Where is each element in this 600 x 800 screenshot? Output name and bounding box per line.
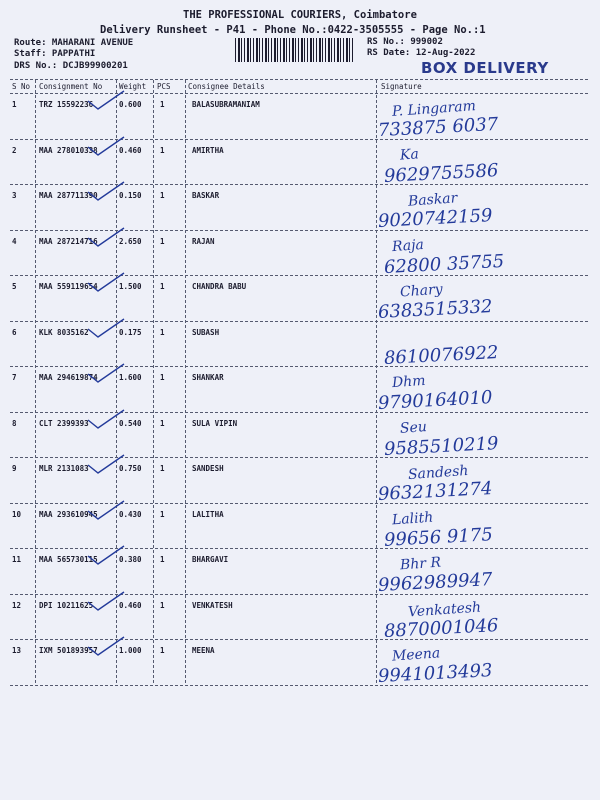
delivery-tick-icon bbox=[86, 271, 126, 293]
row-consignee: BALASUBRAMANIAM bbox=[192, 100, 260, 109]
row-sno: 4 bbox=[12, 236, 17, 246]
handwritten-phone: 9629755586 bbox=[383, 159, 500, 187]
box-delivery-stamp: BOX DELIVERY bbox=[421, 59, 549, 77]
col-header-consignee: Consignee Details bbox=[188, 82, 265, 91]
handwritten-signature: Raja bbox=[391, 236, 425, 255]
delivery-tick-icon bbox=[86, 544, 126, 566]
row-sno: 12 bbox=[12, 600, 22, 610]
row-separator bbox=[10, 685, 588, 686]
row-consignment: MAA 565730115 bbox=[39, 555, 98, 564]
row-consignee: BASKAR bbox=[192, 191, 220, 200]
handwritten-signature: Venkatesh bbox=[407, 598, 482, 621]
row-weight: 2.650 bbox=[119, 236, 142, 246]
row-consignment: MAA 287214716 bbox=[39, 236, 98, 246]
row-consignment: MAA 559119654 bbox=[39, 282, 98, 291]
row-consignee: AMIRTHA bbox=[192, 145, 224, 155]
runsheet-title: Delivery Runsheet - P41 - Phone No.:0422-3505555 - Page No.:1 bbox=[100, 24, 486, 36]
row-sno: 3 bbox=[12, 191, 17, 200]
row-consignee: SULA VIPIN bbox=[192, 418, 238, 428]
row-weight: 1.500 bbox=[119, 282, 142, 291]
delivery-tick-icon bbox=[86, 362, 126, 384]
row-sno: 11 bbox=[12, 555, 22, 564]
delivery-tick-icon bbox=[86, 499, 126, 521]
row-pcs: 1 bbox=[160, 100, 165, 109]
row-consignee: RAJAN bbox=[192, 236, 215, 246]
row-pcs: 1 bbox=[160, 555, 165, 564]
handwritten-phone: 99656 9175 bbox=[383, 523, 494, 551]
company-title: THE PROFESSIONAL COURIERS, Coimbatore bbox=[183, 9, 417, 21]
row-consignment: MAA 278010338 bbox=[39, 145, 98, 155]
row-pcs: 1 bbox=[160, 145, 165, 155]
handwritten-signature: Lalith bbox=[391, 509, 434, 528]
row-weight: 0.430 bbox=[119, 509, 142, 519]
row-consignment: TRZ 15592236 bbox=[39, 100, 94, 109]
handwritten-signature: Dhm bbox=[391, 372, 427, 392]
row-consignment: CLT 2399393 bbox=[39, 418, 89, 428]
row-pcs: 1 bbox=[160, 464, 165, 473]
delivery-tick-icon bbox=[86, 635, 126, 657]
row-weight: 0.600 bbox=[119, 100, 142, 109]
row-consignment: MAA 287711390 bbox=[39, 191, 98, 200]
row-consignee: LALITHA bbox=[192, 509, 224, 519]
barcode bbox=[235, 38, 355, 62]
row-pcs: 1 bbox=[160, 191, 165, 200]
delivery-tick-icon bbox=[86, 408, 126, 430]
delivery-tick-icon bbox=[86, 453, 126, 475]
row-consignee: SANDESH bbox=[192, 464, 224, 473]
handwritten-phone: 9632131274 bbox=[377, 478, 494, 505]
row-consignee: CHANDRA BABU bbox=[192, 282, 247, 291]
table-top-rule bbox=[10, 79, 588, 80]
delivery-tick-icon bbox=[86, 135, 126, 157]
row-consignment: MAA 294619874 bbox=[39, 373, 98, 382]
handwritten-signature: Baskar bbox=[407, 190, 458, 210]
row-pcs: 1 bbox=[160, 373, 165, 382]
row-pcs: 1 bbox=[160, 600, 165, 610]
row-sno: 9 bbox=[12, 464, 17, 473]
col-header-consignment: Consignment No bbox=[39, 82, 103, 91]
drs-label: DRS No.: DCJB99900201 bbox=[14, 61, 128, 71]
row-sno: 10 bbox=[12, 509, 22, 519]
row-sno: 8 bbox=[12, 418, 17, 428]
row-sno: 5 bbox=[12, 282, 17, 291]
handwritten-signature: Meena bbox=[391, 645, 441, 665]
handwritten-signature: P. Lingaram bbox=[391, 98, 477, 120]
handwritten-phone: 9790164010 bbox=[377, 387, 494, 414]
row-weight: 0.750 bbox=[119, 464, 142, 473]
row-weight: 0.540 bbox=[119, 418, 142, 428]
handwritten-phone: 9585510219 bbox=[383, 432, 500, 460]
row-consignee: SHANKAR bbox=[192, 373, 224, 382]
row-pcs: 1 bbox=[160, 282, 165, 291]
row-consignment: IXM 501893957 bbox=[39, 646, 98, 655]
handwritten-signature: Ka bbox=[399, 145, 420, 164]
delivery-tick-icon bbox=[86, 590, 126, 612]
row-weight: 0.150 bbox=[119, 191, 142, 200]
handwritten-phone: 9941013493 bbox=[377, 660, 494, 687]
row-weight: 0.460 bbox=[119, 145, 142, 155]
col-header-pcs: PCS bbox=[157, 82, 171, 91]
row-consignee: MEENA bbox=[192, 646, 215, 655]
delivery-tick-icon bbox=[86, 317, 126, 339]
row-consignment: MLR 2131083 bbox=[39, 464, 89, 473]
col-header-signature: Signature bbox=[381, 82, 422, 91]
row-consignment: DPI 10211625 bbox=[39, 600, 94, 610]
delivery-tick-icon bbox=[86, 180, 126, 202]
handwritten-phone: 9020742159 bbox=[377, 205, 494, 232]
handwritten-signature: Seu bbox=[399, 418, 428, 437]
row-sno: 1 bbox=[12, 100, 17, 109]
staff-label: Staff: PAPPATHI bbox=[14, 49, 96, 59]
handwritten-phone: 9962989947 bbox=[377, 569, 494, 596]
rs-number: RS No.: 999002 bbox=[367, 37, 443, 47]
row-consignee: SUBASH bbox=[192, 327, 220, 337]
col-header-sno: S No bbox=[12, 82, 31, 91]
handwritten-phone: 6383515332 bbox=[377, 296, 494, 323]
row-weight: 0.380 bbox=[119, 555, 142, 564]
row-consignment: KLK 8035162 bbox=[39, 327, 89, 337]
row-pcs: 1 bbox=[160, 509, 165, 519]
handwritten-signature: Bhr R bbox=[399, 554, 442, 574]
delivery-tick-icon bbox=[86, 89, 126, 111]
row-pcs: 1 bbox=[160, 327, 165, 337]
row-sno: 13 bbox=[12, 646, 22, 655]
handwritten-phone: 8610076922 bbox=[383, 341, 500, 369]
handwritten-phone: 62800 35755 bbox=[383, 250, 505, 278]
row-consignee: VENKATESH bbox=[192, 600, 233, 610]
row-consignment: MAA 293610945 bbox=[39, 509, 98, 519]
row-pcs: 1 bbox=[160, 236, 165, 246]
row-sno: 2 bbox=[12, 145, 17, 155]
col-header-weight: Weight bbox=[119, 82, 147, 91]
handwritten-phone: 8870001046 bbox=[383, 614, 500, 642]
handwritten-signature: Sandesh bbox=[407, 462, 469, 484]
delivery-tick-icon bbox=[86, 226, 126, 248]
row-weight: 1.000 bbox=[119, 646, 142, 655]
row-pcs: 1 bbox=[160, 418, 165, 428]
handwritten-signature: Chary bbox=[399, 281, 444, 301]
row-sno: 7 bbox=[12, 373, 17, 382]
row-weight: 0.460 bbox=[119, 600, 142, 610]
row-weight: 0.175 bbox=[119, 327, 142, 337]
row-sno: 6 bbox=[12, 327, 17, 337]
rs-date: RS Date: 12-Aug-2022 bbox=[367, 48, 476, 58]
handwritten-phone: 733875 6037 bbox=[377, 113, 499, 142]
row-weight: 1.600 bbox=[119, 373, 142, 382]
row-consignee: BHARGAVI bbox=[192, 555, 229, 564]
route-label: Route: MAHARANI AVENUE bbox=[14, 38, 134, 48]
row-pcs: 1 bbox=[160, 646, 165, 655]
